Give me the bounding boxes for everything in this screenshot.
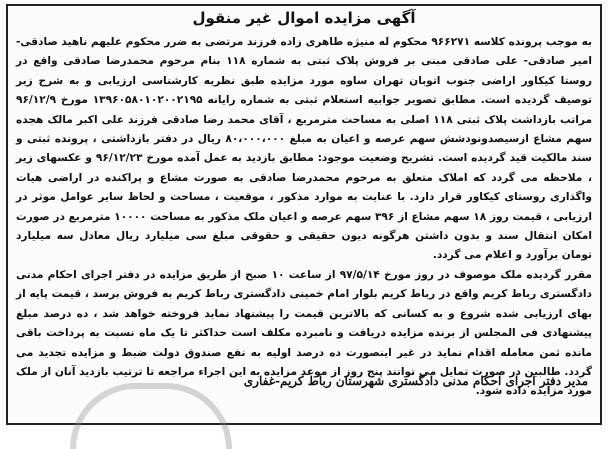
notice-signature: مدیر دفتر اجرای احکام مدنی دادگستری شهرستان رباط کریم-غفاری (243, 374, 588, 388)
notice-paragraph-2: مقرر گردیده ملک موصوف در روز مورخ ۹۷/۵/۱۴ از ساعت ۱۰ صبح از طریق مزایده در دفتر اجرای احکام مدنی دادگستری رباط کریم واقع در رباط کریم بلوار امام خمینی دادگستری رباط کریم به فروش برسد ، قیمت پایه از بهای ارزیابی شده شروع و به کسانی که بالاترین قیمت را پیشنهاد نماید فروخته خواهد شد ، ده درصد مبلغ پیشنهادی فی المجلس از برنده مزایده دریافت و نامبرده مکلف است حداکثر تا یک ماه نسبت به پرداخت باقی مانده ثمن معامله اقدام نماید در غیر اینصورت ده درصد اولیه به نفع صندوق دولت ضبط و مزایده تجدید می گردد. طالبین در صورت تمایل می توانند پنج روز از موعد مزایده به این اجراء مراجعه تا ترتیب بازدید آنان از ملک مورد مزایده داده شود. (16, 268, 592, 398)
notice-paragraph-1: به موجب پرونده کلاسه ۹۶۶۲۷۱ محکوم له منیژه طاهری زاده فرزند مرتضی به ضرر محکوم علیهم ناهید صادقی-امیر صادقی- علی صادقی مبنی بر فروش پلاک ثبتی به شماره ۱۱۸ بنام مرحوم محمدرضا صادقی واقع در روستا کیکاور اراضی جنوب اتوبان تهران ساوه مورد مزایده طبق نظریه کارشناسی ارزیابی و به شرح زیر توصیف گردیده است. مطابق تصویر جوابیه استعلام ثبتی به شماره رایانه ۱۳۹۶۰۵۸۰۱۰۲۰۰۲۱۹۵ مورخ ۹۶/۱۲/۹ مراتب بازداشت پلاک ثبتی ۱۱۸ اصلی به مساحت مترمربع ، آقای محمد رضا صادقی فرزند علی اکبر مالک هجده سهم مشاع ازسیصدونودشش سهم عرصه و اعیان به مبلغ ۸۰،۰۰۰،۰۰۰ ریال در دفتر بازداشتی ، پرونده ثبتی و سند مالکیت قید گردیده است. تشریح وضعیت موجود: مطابق بازدید به عمل آمده مورخ ۹۶/۱۲/۲۳ و عکسهای زیر ، ملاحظه می گردد که املاک متعلق به مرحوم محمدرضا صادقی به صورت مشاع و پراکنده در اراضی هیات واگذاری روستای کیکاور قرار دارد. با عنایت به موارد مذکور ، موقعیت ، مساحت و لحاظ سایر عوامل موثر در ارزیابی ، قیمت روز ۱۸ سهم مشاع از ۳۹۶ سهم عرصه و اعیان ملک مذکور به مساحت ۱۰۰۰۰ مترمربع در صورت امکان انتقال سند و بدون داشتن هرگونه دیون حقیقی و حقوقی مبلغ سی میلیارد ریال معادل سه میلیارد تومان برآورد و اعلام می گردد. (16, 36, 593, 262)
notice-body (16, 33, 592, 402)
notice-title: آگهی مزایده اموال غیر منقول (192, 9, 416, 27)
